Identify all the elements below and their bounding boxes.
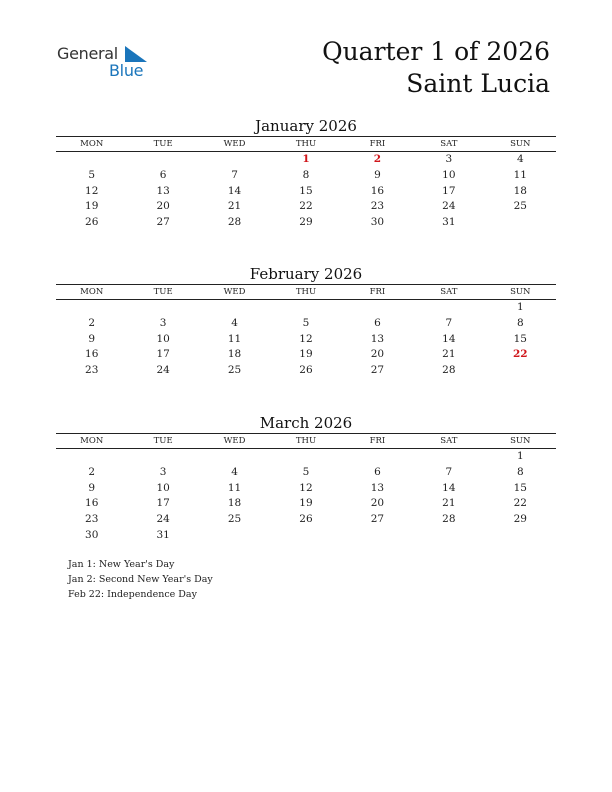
empty-day-cell — [56, 152, 127, 168]
holiday-day-cell: 2 — [373, 153, 382, 165]
weekday-header — [56, 284, 556, 300]
day-cell: 20 — [370, 348, 385, 361]
day-cell: 14 — [442, 332, 456, 345]
day-cell: 16 — [85, 497, 99, 510]
day-cell: 9 — [88, 481, 96, 494]
day-cell: 18 — [227, 497, 242, 510]
day-cell: 11 — [513, 168, 527, 181]
day-cell: 8 — [516, 465, 524, 478]
day-cell: 17 — [156, 348, 170, 361]
day-cell: 27 — [370, 364, 385, 377]
day-cell: 27 — [156, 216, 170, 229]
day-cell: 14 — [227, 184, 242, 197]
weekday-label: FRI — [369, 139, 386, 149]
day-cell: 8 — [302, 168, 310, 181]
day-cell: 1 — [516, 301, 524, 313]
day-cell: 16 — [85, 348, 99, 361]
weekday-label: SUN — [510, 139, 531, 149]
day-cell: 24 — [442, 200, 456, 213]
day-cell: 10 — [442, 168, 456, 181]
day-cell: 7 — [231, 168, 238, 181]
month-january — [56, 116, 556, 231]
month-february — [56, 264, 556, 379]
holiday-note: Feb 22: Independence Day — [68, 589, 197, 600]
empty-day-cell — [270, 528, 341, 544]
day-cell: 24 — [156, 513, 170, 526]
empty-day-cell — [127, 449, 198, 465]
day-cell: 26 — [85, 216, 99, 229]
day-cell: 19 — [85, 200, 99, 213]
day-cell: 30 — [85, 528, 99, 541]
weekday-label: THU — [295, 436, 317, 446]
day-cell: 3 — [159, 316, 167, 329]
day-cell: 28 — [442, 364, 456, 377]
empty-day-cell — [342, 528, 413, 544]
day-cell: 5 — [302, 316, 310, 329]
weekday-label: FRI — [369, 287, 386, 297]
holiday-note: Jan 1: New Year's Day — [68, 559, 175, 570]
weekday-label: MON — [80, 139, 104, 149]
day-cell: 23 — [370, 200, 385, 213]
logo-triangle-icon — [125, 46, 147, 62]
month-title: January 2026 — [255, 117, 357, 135]
weekday-label: WED — [223, 139, 246, 149]
empty-day-cell — [56, 300, 127, 316]
day-cell: 20 — [370, 497, 385, 510]
day-cell: 25 — [227, 364, 242, 377]
day-cell: 17 — [156, 497, 170, 510]
country-name: Saint Lucia — [406, 69, 550, 98]
empty-day-cell — [199, 152, 270, 168]
day-cell: 15 — [513, 332, 527, 345]
day-cell: 21 — [227, 200, 242, 213]
day-cell: 17 — [442, 184, 456, 197]
day-cell: 15 — [513, 481, 527, 494]
weekday-header — [56, 136, 556, 152]
day-cell: 18 — [227, 348, 242, 361]
empty-day-cell — [127, 152, 198, 168]
day-cell: 10 — [156, 332, 170, 345]
day-cell: 25 — [513, 200, 527, 213]
day-cell: 4 — [231, 465, 238, 478]
day-cell: 13 — [370, 332, 385, 345]
empty-day-cell — [342, 449, 413, 465]
weekday-label: SUN — [510, 436, 531, 446]
day-cell: 18 — [513, 184, 527, 197]
day-cell: 4 — [516, 153, 524, 165]
empty-day-cell — [485, 528, 556, 544]
day-cell: 1 — [516, 450, 524, 462]
day-cell: 7 — [445, 316, 453, 329]
empty-day-cell — [199, 528, 270, 544]
day-cell: 21 — [442, 348, 456, 361]
weekday-label: MON — [80, 436, 104, 446]
weekday-label: TUE — [153, 139, 173, 149]
logo-word-blue: Blue — [109, 61, 144, 80]
weekday-label: SAT — [440, 436, 458, 446]
day-cell: 16 — [370, 184, 385, 197]
day-cell: 3 — [445, 153, 453, 165]
empty-day-cell — [342, 300, 413, 316]
day-cell: 19 — [299, 497, 313, 510]
empty-day-cell — [485, 215, 556, 231]
day-cell: 14 — [442, 481, 456, 494]
empty-day-cell — [413, 528, 484, 544]
empty-day-cell — [413, 449, 484, 465]
day-cell: 26 — [299, 364, 313, 377]
empty-day-cell — [199, 449, 270, 465]
day-cell: 9 — [374, 168, 381, 181]
day-cell: 11 — [227, 481, 242, 494]
day-cell: 6 — [374, 316, 381, 329]
day-cell: 23 — [85, 513, 99, 526]
weekday-label: SUN — [510, 287, 531, 297]
day-cell: 6 — [159, 168, 167, 181]
day-cell: 8 — [516, 316, 524, 329]
day-cell: 28 — [227, 216, 242, 229]
day-cell: 4 — [231, 316, 238, 329]
day-cell: 9 — [88, 332, 96, 345]
day-cell: 12 — [85, 184, 99, 197]
day-cell: 13 — [370, 481, 385, 494]
holiday-day-cell: 1 — [302, 153, 310, 165]
page-title: Quarter 1 of 2026 — [322, 37, 550, 66]
day-cell: 5 — [302, 465, 310, 478]
day-cell: 5 — [88, 168, 96, 181]
month-march — [56, 413, 556, 544]
day-cell: 2 — [88, 316, 96, 329]
day-cell: 12 — [299, 332, 313, 345]
day-cell: 7 — [445, 465, 453, 478]
weekday-header — [56, 433, 556, 449]
logo-word-general: General — [57, 44, 118, 63]
empty-day-cell — [270, 449, 341, 465]
day-cell: 30 — [370, 216, 385, 229]
weekday-label: WED — [223, 436, 246, 446]
day-cell: 13 — [156, 184, 170, 197]
day-cell: 11 — [227, 332, 242, 345]
weekday-label: WED — [223, 287, 246, 297]
day-cell: 6 — [374, 465, 381, 478]
empty-day-cell — [199, 300, 270, 316]
title-block — [322, 36, 550, 100]
day-cell: 25 — [227, 513, 242, 526]
day-cell: 22 — [513, 497, 527, 510]
weekday-label: SAT — [440, 287, 458, 297]
day-cell: 2 — [88, 465, 96, 478]
day-cell: 26 — [299, 513, 313, 526]
day-cell: 29 — [513, 513, 527, 526]
empty-day-cell — [127, 300, 198, 316]
weekday-label: TUE — [153, 287, 173, 297]
month-title: March 2026 — [259, 414, 353, 432]
holiday-day-cell: 22 — [512, 348, 528, 361]
day-cell: 31 — [442, 216, 456, 229]
day-cell: 21 — [442, 497, 456, 510]
day-cell: 29 — [299, 216, 313, 229]
empty-day-cell — [485, 363, 556, 379]
day-cell: 3 — [159, 465, 167, 478]
weekday-label: MON — [80, 287, 104, 297]
empty-day-cell — [413, 300, 484, 316]
day-cell: 12 — [299, 481, 313, 494]
weekday-label: THU — [295, 287, 317, 297]
day-grid — [56, 152, 556, 231]
day-cell: 15 — [299, 184, 313, 197]
weekday-label: THU — [295, 139, 317, 149]
weekday-label: SAT — [440, 139, 458, 149]
day-cell: 20 — [156, 200, 170, 213]
logo — [57, 44, 157, 84]
day-cell: 24 — [156, 364, 170, 377]
day-cell: 28 — [442, 513, 456, 526]
day-cell: 27 — [370, 513, 385, 526]
month-title: February 2026 — [249, 265, 363, 283]
day-cell: 31 — [156, 528, 170, 541]
day-cell: 22 — [299, 200, 313, 213]
holiday-note: Jan 2: Second New Year's Day — [68, 574, 213, 585]
day-cell: 19 — [299, 348, 313, 361]
day-cell: 10 — [156, 481, 170, 494]
weekday-label: TUE — [153, 436, 173, 446]
weekday-label: FRI — [369, 436, 386, 446]
day-cell: 23 — [85, 364, 99, 377]
day-grid — [56, 300, 556, 379]
empty-day-cell — [56, 449, 127, 465]
holiday-notes — [68, 557, 213, 602]
empty-day-cell — [270, 300, 341, 316]
day-grid — [56, 449, 556, 544]
